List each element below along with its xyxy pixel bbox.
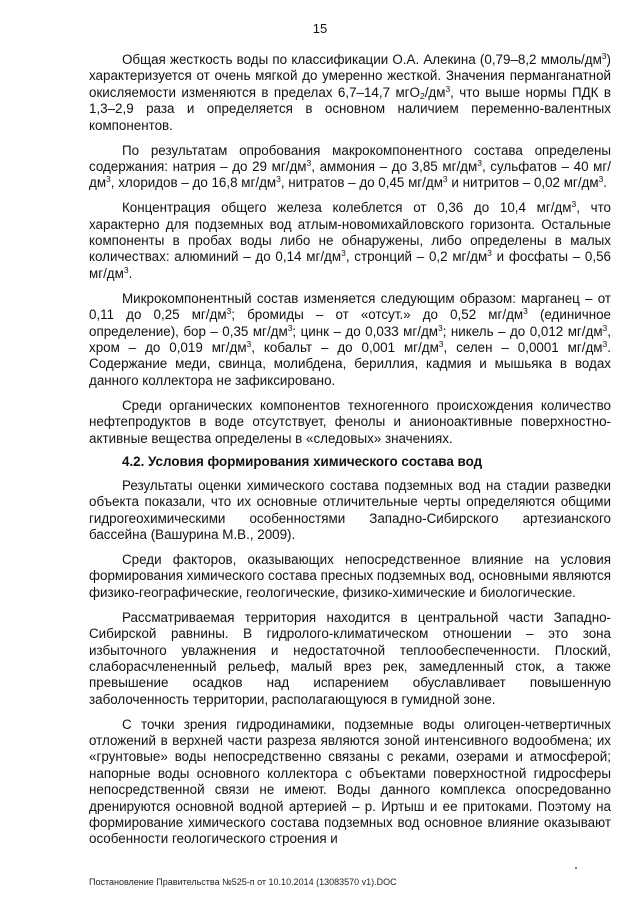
page-number: 15 xyxy=(312,21,328,36)
text-run: /дм xyxy=(424,84,446,100)
text-run: По результатам опробования макрокомпонентного состава определены содержания: натрия – до 29 мг/дм xyxy=(89,142,611,174)
text-run: ) характеризуется от очень мягкой до умеренно жесткой. Значения перманганатной окисляемости изменяются в пределах 6,7–14,7 мгО xyxy=(89,52,611,100)
text-run: , нитратов – до 0,45 мг/дм xyxy=(280,175,443,191)
body-paragraph xyxy=(89,291,611,389)
text-run: ; бромиды – от «отсут.» до 0,52 мг/дм xyxy=(231,307,524,323)
text-run: , что характерно для подземных вод атлым-новомихайловского горизонта. Остальные компоненты в пробах воды либо не обнаружены, либо определены в малых количествах: алюминий – до 0,14 мг/дм xyxy=(89,200,611,265)
superscript: 3 xyxy=(571,199,577,210)
body-paragraph xyxy=(89,200,611,282)
superscript: 3 xyxy=(438,339,444,349)
text-run: (единичное определение), бор – 0,35 мг/дм xyxy=(89,307,611,339)
text-run: . Содержание меди, свинца, молибдена, бериллия, кадмия и мышьяка в водах данного коллектора не зафиксировано. xyxy=(89,340,611,388)
superscript: 3 xyxy=(341,248,346,259)
superscript: 3 xyxy=(106,174,111,185)
text-run: . xyxy=(603,175,608,191)
paragraph-group-after-heading xyxy=(89,478,611,848)
page-body xyxy=(89,52,611,856)
superscript: 3 xyxy=(445,83,451,94)
superscript: 3 xyxy=(523,306,528,317)
text-run: Среди факторов, оказывающих непосредственное влияние на условия формирования химического состава пресных подземных вод, основными являются физико-географические, геологические, физико-химические и биологические. xyxy=(89,551,611,600)
text-run: Рассматриваемая территория находится в центральной части Западно-Сибирской равнины. В гидролого-климатическом отношении – это зона избыточного увлажнения и недостаточной теплообеспеченности. Плоский, слаборасчлененный рельеф, малый врез рек, замедленный сток, а также превышение осадков над испарением обуславливает повышенную заболоченность территории, располагающуюся в гумидной зоне. xyxy=(89,609,611,707)
body-paragraph xyxy=(89,398,611,447)
superscript: 3 xyxy=(123,264,129,275)
superscript: 3 xyxy=(226,306,232,317)
text-run: , стронций – 0,2 мг/дм xyxy=(345,249,488,265)
text-run: , хлоридов – до 16,8 мг/дм xyxy=(110,175,277,191)
superscript: 3 xyxy=(602,322,608,333)
text-run: Микрокомпонентный состав изменяется следующим образом: марганец – от 0,11 до 0,25 мг/дм xyxy=(89,290,611,323)
body-paragraph xyxy=(89,610,611,708)
scan-speck xyxy=(575,867,577,869)
text-run: , кобальт – до 0,001 мг/дм xyxy=(251,340,439,355)
body-paragraph xyxy=(89,52,611,134)
paragraph-group-before-heading xyxy=(89,52,611,447)
superscript: 3 xyxy=(598,174,604,185)
text-run: , селен – 0,0001 мг/дм xyxy=(443,340,603,355)
superscript: 3 xyxy=(602,339,608,349)
text-run: Концентрация общего железа колеблется от 0,36 до 10,4 мг/дм xyxy=(122,200,572,216)
text-run: Среди органических компонентов техногенного происхождения количество нефтепродуктов в воде отсутствует, фенолы и анионоактивные поверхностно-активные вещества определены в «следовых» значениях. xyxy=(89,397,611,446)
superscript: 3 xyxy=(477,157,482,168)
text-run: , что выше нормы ПДК в 1,3–2,9 раза и определяется в основном наличием переменно-валентных компонентов. xyxy=(89,84,611,133)
superscript: 3 xyxy=(246,339,252,349)
text-run: . xyxy=(128,265,133,281)
superscript: 3 xyxy=(442,174,448,185)
text-run: , аммония – до 3,85 мг/дм xyxy=(311,158,478,174)
text-run: , хром – до 0,019 мг/дм xyxy=(89,323,611,355)
body-paragraph xyxy=(89,478,611,544)
superscript: 3 xyxy=(437,322,443,333)
body-paragraph xyxy=(89,717,611,848)
text-run: Общая жесткость воды по классификации О.А. Алекина (0,79–8,2 ммоль/дм xyxy=(122,52,602,67)
body-paragraph xyxy=(89,552,611,601)
text-run: ; никель – до 0,012 мг/дм xyxy=(442,323,603,339)
text-run: ; цинк – до 0,033 мг/дм xyxy=(292,323,438,339)
superscript: 3 xyxy=(276,174,281,185)
text-run: , сульфатов – 40 мг/дм xyxy=(89,158,611,191)
body-paragraph xyxy=(89,143,611,192)
section-heading: 4.2. Условия формирования химического состава вод xyxy=(122,454,483,470)
superscript: 3 xyxy=(601,51,607,61)
superscript: 3 xyxy=(306,157,312,168)
text-run: и нитритов – 0,02 мг/дм xyxy=(447,175,599,191)
page-footer: Постановление Правительства №525-п от 10.10.2014 (13083570 v1).DOC xyxy=(89,877,397,887)
superscript: 3 xyxy=(487,248,492,259)
text-run: Результаты оценки химического состава подземных вод на стадии разведки объекта показали, что их основные отличительные черты определяются общими гидрогеохимическими особенностями Западно-Сибирского артезианского бассейна (Вашурина М.В., 2009). xyxy=(89,477,611,543)
superscript: 3 xyxy=(287,322,293,333)
subscript: 2 xyxy=(419,90,425,101)
text-run: и фосфаты – 0,56 мг/дм xyxy=(89,249,611,281)
text-run: С точки зрения гидродинамики, подземные воды олигоцен-четвертичных отложений в верхней части разреза являются зоной интенсивного водообмена; их «грунтовые» воды непосредственно связаны с реками, озерами и атмосферой; напорные воды основного коллектора с объектами поверхностной гидросферы непосредственной связи не имеют. Воды данного комплекса опосредованно дренируются основной водной артерией – р. Иртыш и ее притоками. Поэтому на формирование химического состава подземных вод основное влияние оказывают особенности геологического строения и xyxy=(89,716,611,847)
